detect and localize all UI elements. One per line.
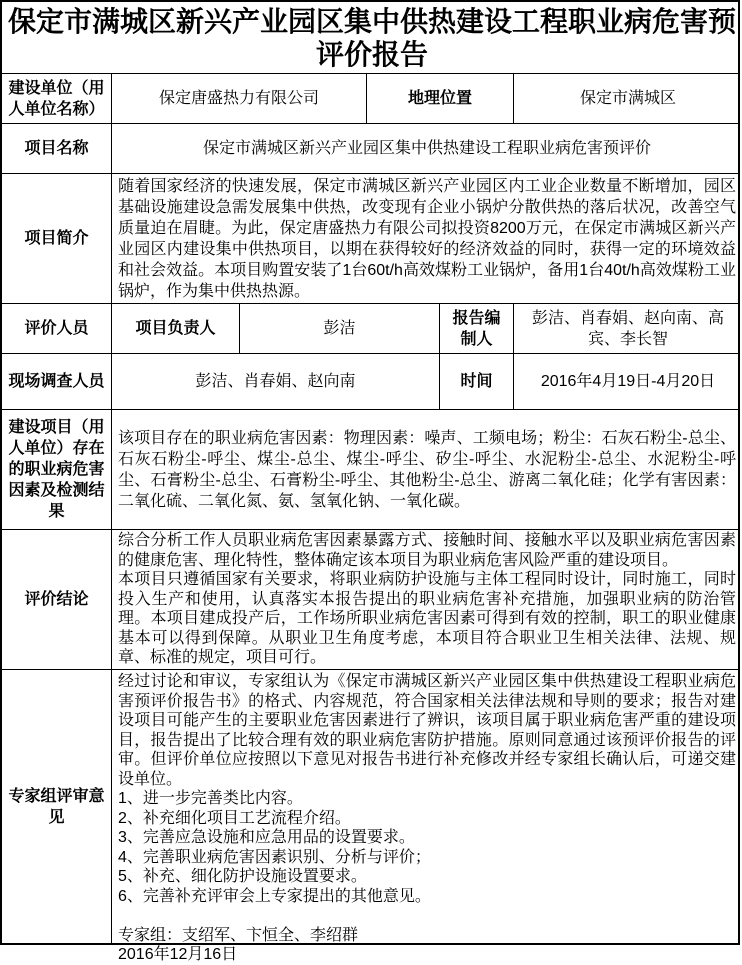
expert-review-paragraph: 经过讨论和审议，专家组认为《保定市满城区新兴产业园区集中供热建设工程职业病危害预评价报告书》的格式、内容规范，符合国家相关法律法规和导则的要求；报告对建设项目可能产生的主要职业危害因素进行了辨识，该项目属于职业病危害严重的建设项目，报告提出了比较合理有效的职业病危害防护措施。原则同意通过该预评价报告的评审。但评价单位应按照以下意见对报告书进行补充修改并经专家组长确认后，可递交建设单位。	[118, 673, 736, 788]
report-compilers-value: 彭洁、肖春娟、赵向南、高宾、李长智	[531, 309, 724, 348]
project-name-label: 项目名称	[2, 124, 112, 173]
project-name-row	[2, 124, 738, 174]
project-leader-label: 项目负责人	[112, 304, 240, 353]
expert-review-item: 1、进一步完善类比内容。	[118, 790, 303, 807]
expert-review-item: 2、补充细化项目工艺流程介绍。	[118, 809, 351, 827]
hazard-factors-row	[2, 410, 738, 530]
conclusion-paragraph-1: 综合分析工作人员职业病危害因素暴露方式、接触时间、接触水平以及职业病危害因素的健康危害、理化特性，整体确定该本项目为职业病危害风险严重的建设项目。	[118, 532, 736, 569]
title-row	[2, 2, 738, 74]
expert-review-content	[112, 670, 742, 963]
conclusion-value	[112, 530, 742, 669]
conclusion-label: 评价结论	[2, 530, 112, 669]
expert-review-label: 专家组评审意见	[2, 670, 112, 943]
expert-review-date: 2016年12月16日	[118, 946, 238, 963]
construction-unit-label: 建设单位（用人单位名称）	[2, 74, 112, 123]
site-survey-label: 现场调查人员	[2, 354, 112, 409]
project-leader-value: 彭洁	[240, 304, 440, 353]
report-compilers-label: 报告编制人	[440, 304, 514, 353]
evaluators-label: 评价人员	[2, 304, 112, 353]
evaluators-row	[2, 304, 738, 354]
expert-review-item: 5、补充、细化防护设施设置要求。	[118, 868, 367, 885]
site-survey-row	[2, 354, 738, 410]
conclusion-row	[2, 530, 738, 670]
construction-unit-value: 保定唐盛热力有限公司	[112, 74, 367, 123]
conclusion-paragraph-2: 本项目只遵循国家有关要求，将职业病防护设施与主体工程同时设计，同时施工，同时投入生产和使用，认真落实本报告提出的职业病危害补充措施，加强职业病的防治管理。本项目建成投产后，工作场所职业病危害因素可得到有效的控制，职工的职业健康基本可以得到保障。从职业卫生角度考虑，本项目符合职业卫生相关法律、法规、规章、标准的规定，项目可行。	[118, 571, 736, 667]
location-label: 地理位置	[367, 74, 514, 123]
hazard-factors-label: 建设项目（用人单位）存在的职业病危害因素及检测结果	[2, 410, 112, 529]
project-intro-value: 随着国家经济的快速发展，保定市满城区新兴产业园区内工业企业数量不断增加，园区基础设施建设急需发展集中供热，改变现有企业小锅炉分散供热的落后状况，改善空气质量迫在眉睫。为此，保定唐盛热力有限公司拟投资8200万元，在保定市满城区新兴产业园区内建设集中供热项目，以期在获得较好的经济效益的同时，获得一定的环境效益和社会效益。本项目购置安装了1台60t/h高效煤粉工业锅炉，备用1台40t/h高效煤粉工业锅炉，作为集中供热热源。	[118, 177, 736, 300]
expert-group-names: 专家组：支绍军、卞恒全、李绍群	[118, 926, 359, 944]
expert-review-item: 4、完善职业病危害因素识别、分析与评价；	[118, 848, 431, 866]
time-value: 2016年4月19日-4月20日	[540, 373, 716, 390]
expert-review-items	[118, 789, 736, 906]
expert-review-item: 3、完善应急设施和应急用品的设置要求。	[118, 829, 415, 846]
project-intro-label: 项目简介	[2, 174, 112, 303]
expert-review-item: 6、完善补充评审会上专家提出的其他意见。	[118, 887, 431, 905]
report-title: 保定市满城区新兴产业园区集中供热建设工程职业病危害预评价报告	[7, 5, 736, 70]
site-survey-value: 彭洁、肖春娟、赵向南	[112, 354, 440, 409]
expert-review-row	[2, 670, 738, 963]
expert-group-signature	[118, 926, 736, 965]
project-intro-row	[2, 174, 738, 304]
construction-unit-row	[2, 74, 738, 124]
hazard-factors-value: 该项目存在的职业病危害因素：物理因素：噪声、工频电场；粉尘：石灰石粉尘-总尘、石灰石粉尘-呼尘、煤尘-总尘、煤尘-呼尘、矽尘-呼尘、水泥粉尘-总尘、水泥粉尘-呼尘、石膏粉尘-总尘、石膏粉尘-呼尘、其他粉尘-总尘、游离二氧化硅；化学有害因素：二氧化硫、二氧化氮、氨、氢氧化钠、一氧化碳。	[118, 429, 736, 510]
location-value: 保定市满城区	[579, 90, 676, 107]
project-name-value: 保定市满城区新兴产业园区集中供热建设工程职业病危害预评价	[202, 140, 651, 157]
time-label: 时间	[440, 354, 514, 409]
